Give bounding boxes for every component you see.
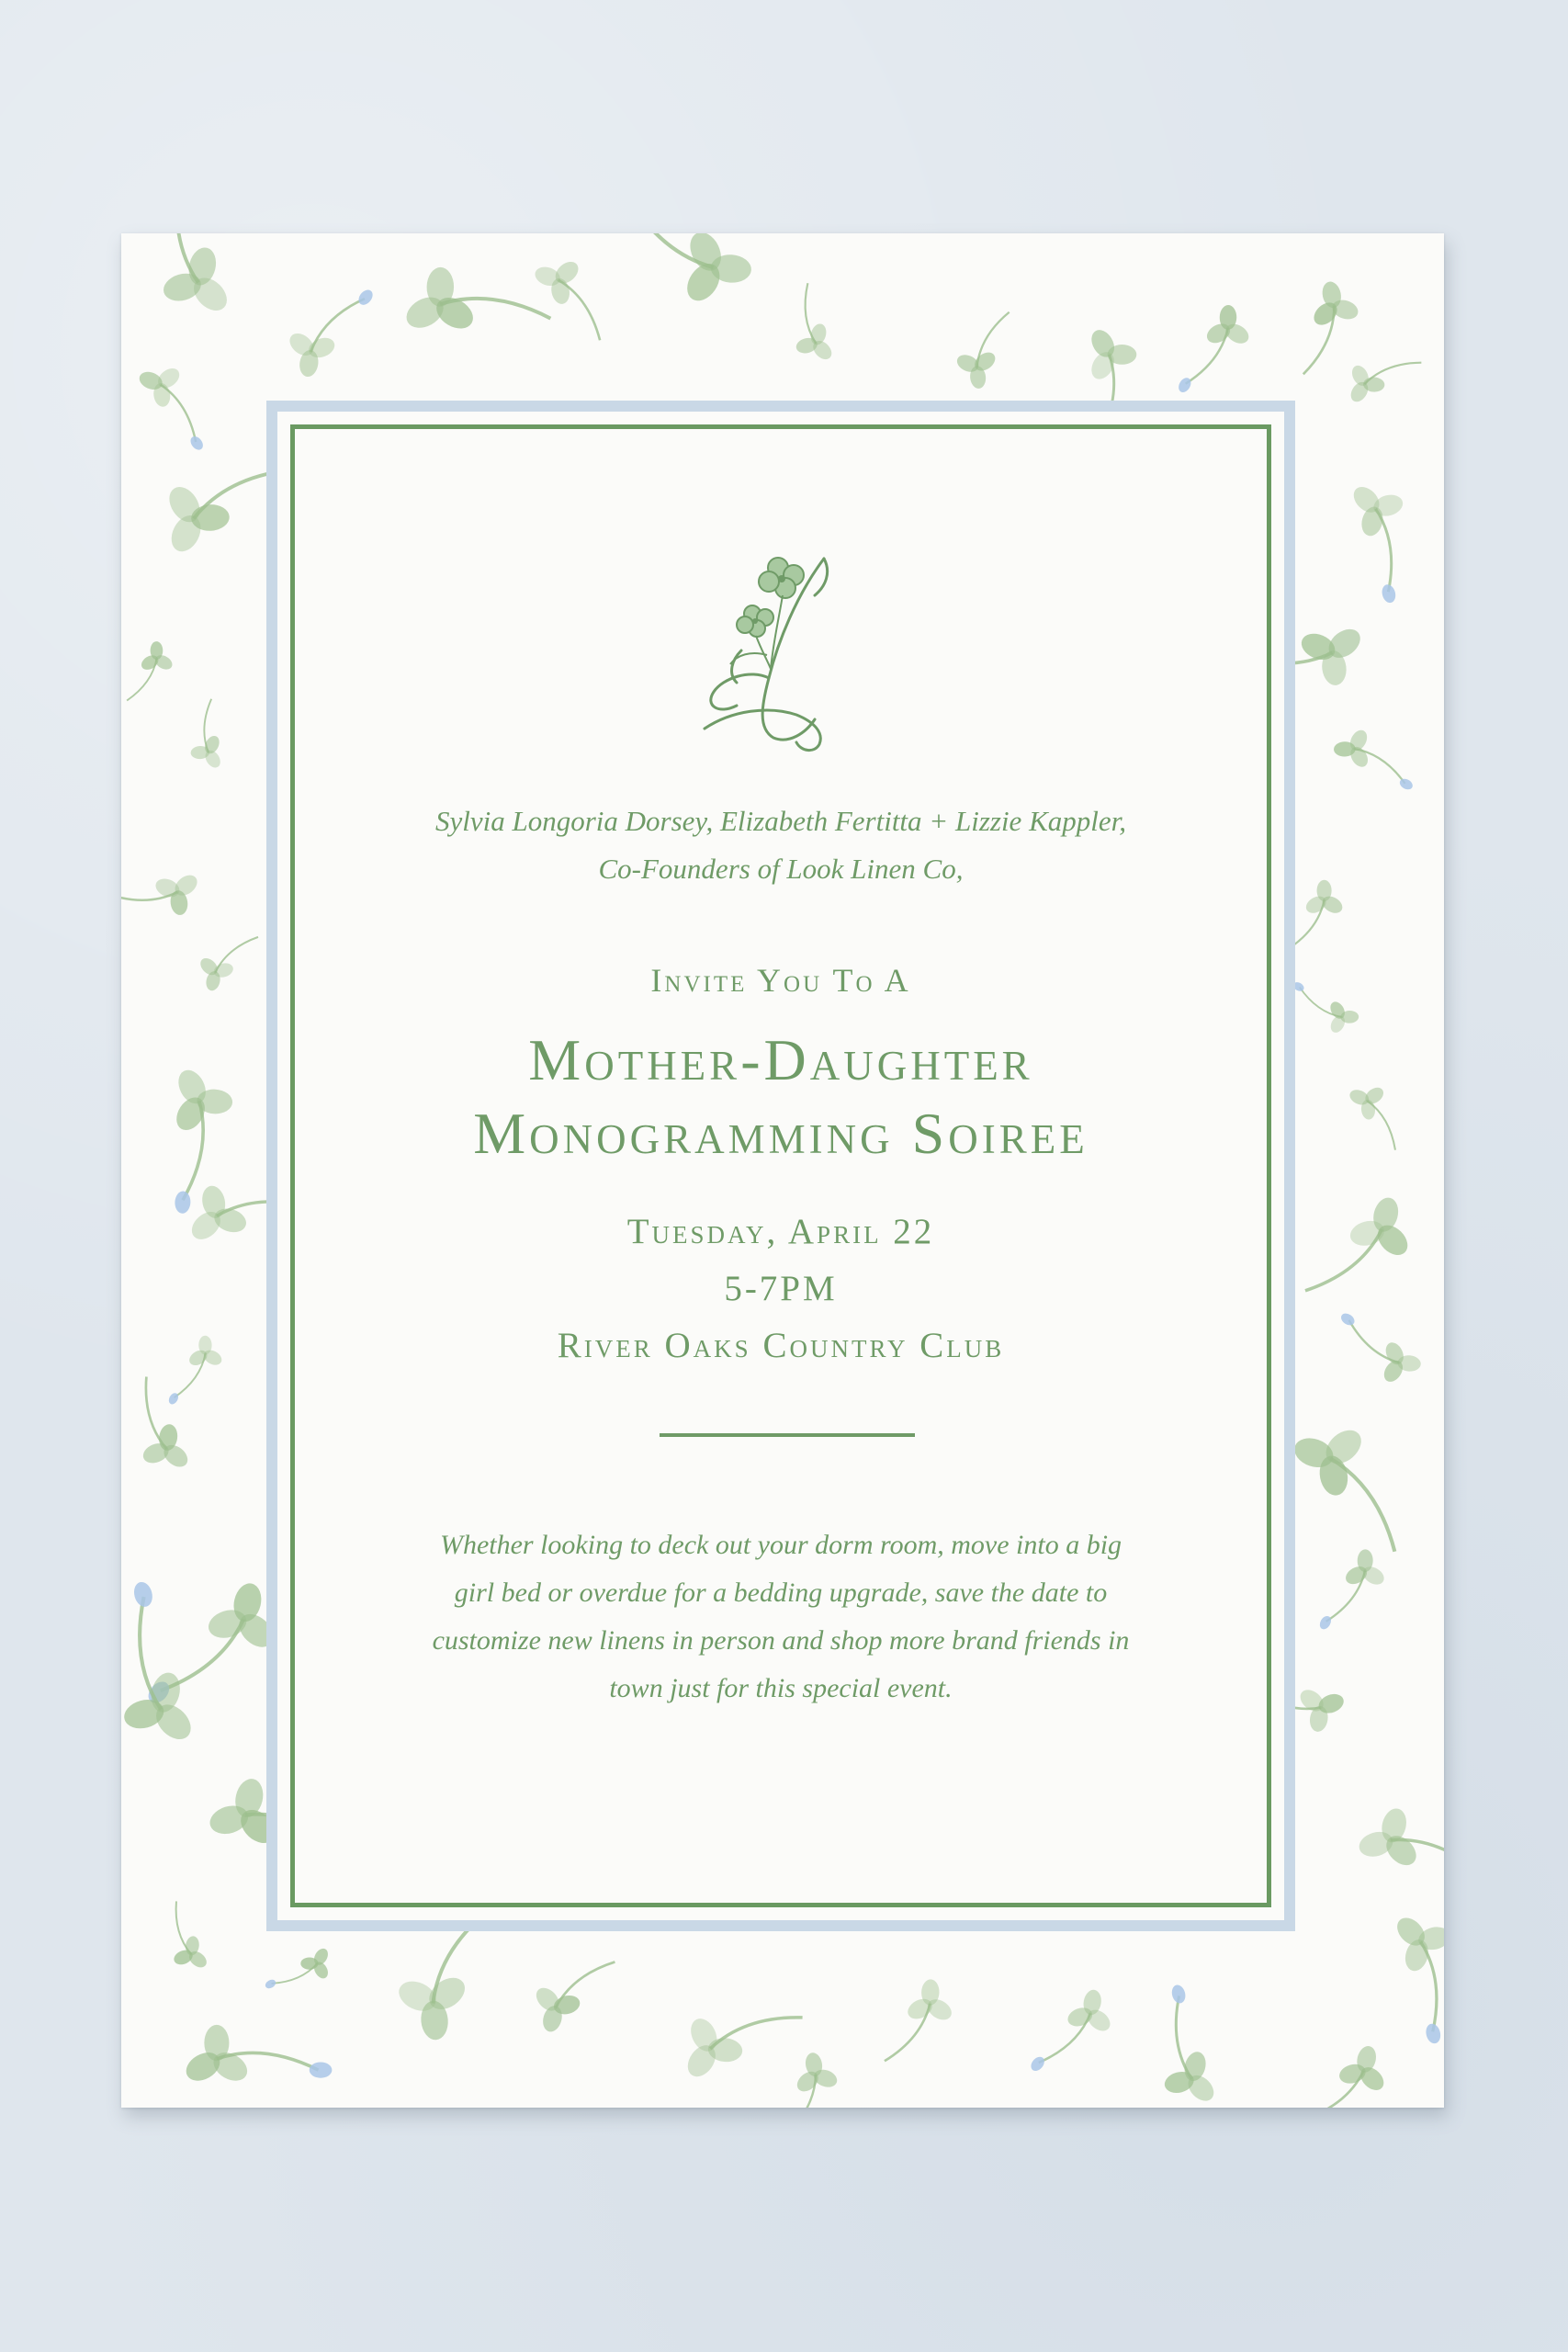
- clover-sprig: [400, 266, 551, 336]
- clover-sprig: [121, 870, 205, 925]
- hosts-text: [277, 797, 1284, 893]
- clover-sprig: [1325, 1306, 1427, 1394]
- clover-sprig: [1171, 298, 1260, 408]
- clover-sprig: [164, 1330, 231, 1416]
- clover-sprig: [1343, 1074, 1416, 1156]
- clover-sprig: [526, 245, 624, 348]
- clover-sprig: [949, 300, 1019, 395]
- clover-sprig: [121, 1577, 201, 1758]
- invite-line: Invite You To A: [650, 962, 911, 999]
- clover-sprig: [188, 698, 224, 771]
- clover-sprig: [1313, 1543, 1394, 1644]
- clover-sprig: [1346, 473, 1427, 605]
- clover-sprig: [1281, 1404, 1432, 1563]
- clover-sprig: [597, 233, 763, 322]
- clover-sprig: [275, 270, 380, 386]
- hosts-line-1: Sylvia Longoria Dorsey, Elizabeth Fertitta + Lizzie Kappler,: [435, 805, 1126, 837]
- description-line-1: Whether looking to deck out your dorm room, move into a big: [439, 1530, 1122, 1560]
- description-line-2: girl bed or overdue for a bedding upgrade, save the date to: [454, 1577, 1108, 1608]
- event-title: [277, 1023, 1284, 1170]
- description-line-4: town just for this special event.: [609, 1673, 953, 1703]
- clover-sprig: [262, 1943, 341, 2006]
- clover-sprig: [153, 1898, 211, 1979]
- clover-sprig: [782, 281, 837, 369]
- clover-sprig: [1297, 2038, 1400, 2108]
- content-panel: [277, 412, 1284, 1920]
- clover-sprig: [181, 2025, 332, 2086]
- event-description: [277, 1521, 1284, 1713]
- invitation-card: [121, 233, 1444, 2108]
- clover-sprig: [1294, 1186, 1429, 1321]
- clover-sprig: [1024, 1982, 1125, 2090]
- divider-line: [660, 1433, 915, 1437]
- floral-script-l-monogram-icon: [686, 540, 861, 761]
- clover-sprig: [130, 233, 237, 329]
- clover-sprig: [1337, 339, 1426, 409]
- clover-sprig: [520, 1939, 624, 2041]
- clover-sprig: [1327, 720, 1425, 796]
- clover-sprig: [666, 1978, 809, 2086]
- event-date: Tuesday, April 22: [626, 1212, 935, 1251]
- clover-sprig: [1389, 1904, 1444, 2047]
- clover-sprig: [188, 920, 265, 997]
- event-venue: River Oaks Country Club: [557, 1326, 1005, 1365]
- blue-border-panel: [266, 401, 1295, 1931]
- clover-sprig: [131, 353, 224, 456]
- clover-sprig: [1140, 1982, 1221, 2108]
- clover-sprig: [121, 636, 180, 711]
- event-time: 5-7PM: [724, 1269, 838, 1308]
- clover-sprig: [1351, 1801, 1444, 1893]
- event-title-line-1: Mother-Daughter: [528, 1027, 1033, 1092]
- clover-sprig: [874, 1972, 964, 2078]
- event-title-line-2: Monogramming Soiree: [473, 1101, 1089, 1166]
- hosts-line-2: Co-Founders of Look Linen Co,: [598, 853, 964, 885]
- event-details: [277, 1204, 1284, 1374]
- clover-sprig: [773, 2047, 844, 2108]
- description-line-3: customize new linens in person and shop more brand friends in: [432, 1625, 1130, 1656]
- clover-sprig: [166, 1065, 234, 1216]
